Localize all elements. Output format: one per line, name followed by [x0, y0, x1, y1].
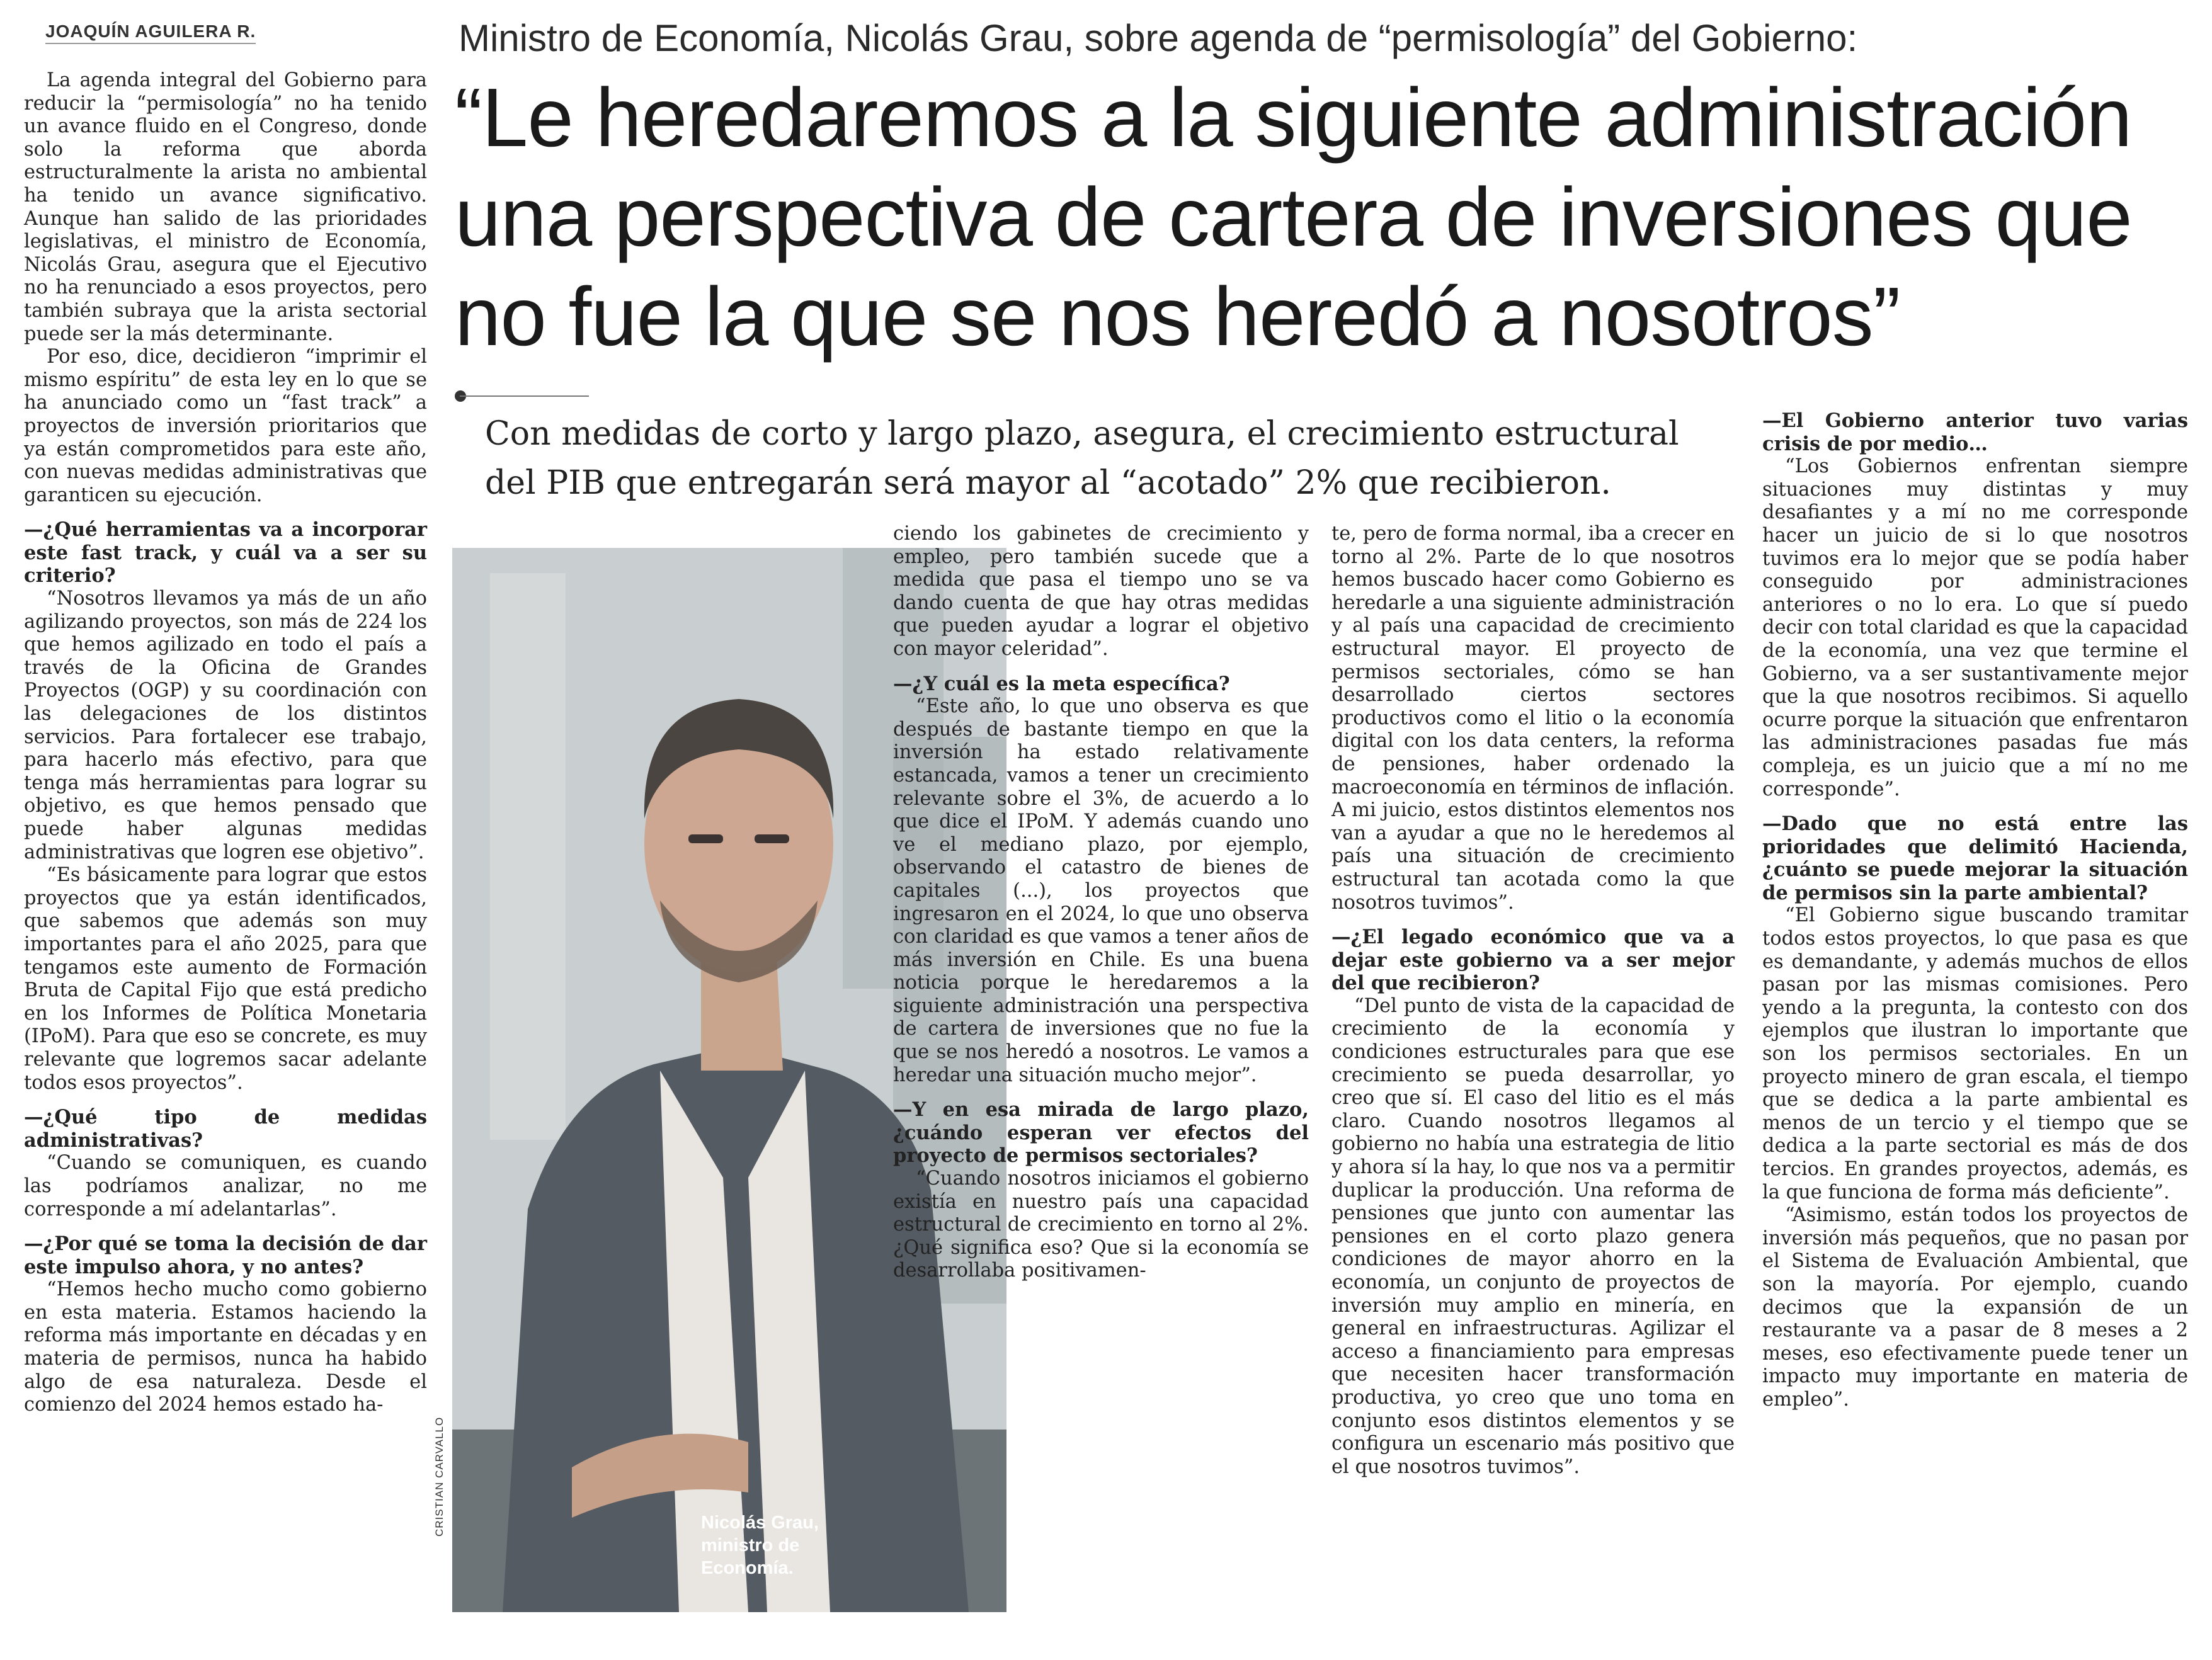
caption-line: Economía. — [701, 1558, 794, 1578]
interview-question: —El Gobierno anterior tuvo varias crisis de por medio… — [1762, 409, 2188, 455]
column-3 — [893, 523, 1309, 1283]
article-paragraph: La agenda integral del Gobierno para reducir la “permisología” no ha tenido un avance fluido en el Congreso, donde solo la reforma que aborda estructuralmente la arista no ambiental ha tenido un avance significativo. Aunque han salido de las prioridades legislativas, el ministro de Economía, Nicolás Grau, asegura que el Ejecutivo no ha renunciado a esos proyectos, pero también subraya que la arista sectorial puede ser la más determinante. — [24, 69, 427, 345]
subhead: Con medidas de corto y largo plazo, asegura, el crecimiento estructural del PIB que entregarán será mayor al “acotado” 2% que recibieron. — [485, 415, 1679, 502]
article-paragraph: “Cuando nosotros iniciamos el gobierno existía en nuestro país una capacidad estructural de crecimiento en torno al 2%. ¿Qué significa eso? Que si la economía se desarrollaba positivamen- — [893, 1168, 1309, 1282]
kicker: Ministro de Economía, Nicolás Grau, sobre agenda de “permisología” del Gobierno: — [459, 17, 1858, 59]
column-4 — [1331, 523, 1735, 1479]
interview-question: —¿Por qué se toma la decisión de dar este impulso ahora, y no antes? — [24, 1232, 427, 1278]
article-paragraph: “El Gobierno sigue buscando tramitar todos estos proyectos, lo que pasa es que es demandante, y además muchos de ellos pasan por las mismas comisiones. Pero yendo a la pregunta, la contesto con dos ejemplos que ilustran lo importante que son los permisos sectoriales. En un proyecto minero de gran escala, el tiempo que se dedica a la parte ambiental es menos de un tercio y el tiempo que se dedica a la parte sectorial es más de dos tercios. En grandes proyectos, además, es la que funciona de forma más deficiente”. — [1762, 904, 2188, 1203]
column-1 — [24, 69, 427, 1417]
caption-line: Nicolás Grau, — [701, 1513, 819, 1533]
article-paragraph: “Los Gobiernos enfrentan siempre situaciones muy distintas y muy desafiantes y a mí no me corresponde hacer un juicio de si lo que nosotros tuvimos era lo mejor que se podía haber conseguido por administraciones anteriores o no lo era. Lo que sí puedo decir con total claridad es que la capacidad de la economía, una vez que termine el Gobierno, va a ser sustantivamente mejor que la que nosotros recibimos. Si aquello ocurre porque la situación que enfrentaron las administraciones pasadas fue más compleja, es un juicio que a mí no me corresponde”. — [1762, 455, 2188, 800]
article-paragraph: ciendo los gabinetes de crecimiento y empleo, pero también sucede que a medida que pasa el tiempo uno se va dando cuenta de que hay otras medidas que pueden ayudar a lograr el objetivo con mayor celeridad”. — [893, 523, 1309, 660]
article-paragraph: te, pero de forma normal, iba a crecer en torno al 2%. Parte de lo que nosotros hemos buscado hacer como Gobierno es heredarle a una siguiente administración y al país una capacidad de crecimiento estructural mayor. El proyecto de permisos sectoriales, cómo se han desarrollado ciertos sectores productivos como el litio o la economía digital con los data centers, la reforma de pensiones, haber ordenado la macroeconomía en términos de inflación. A mi juicio, estos distintos elementos nos van a ayudar a que no le heredemos al país una situación de crecimiento estructural tan acotada como la que nosotros tuvimos”. — [1331, 523, 1735, 914]
caption-line: ministro de — [701, 1535, 800, 1555]
headline — [455, 68, 2193, 367]
article-paragraph: “Cuando se comuniquen, es cuando las podríamos analizar, no me corresponde a mí adelantarlas”. — [24, 1152, 427, 1220]
interview-question: —Dado que no está entre las prioridades que delimitó Hacienda, ¿cuánto se puede mejorar la situación de permisos sin la parte ambiental? — [1762, 812, 2188, 904]
interview-question: —¿El legado económico que va a dejar este gobierno va a ser mejor del que recibieron? — [1331, 926, 1735, 995]
article-paragraph: “Nosotros llevamos ya más de un año agilizando proyectos, son más de 224 los que hemos agilizado en todo el país a través de la Oficina de Grandes Proyectos (OGP) y su coordinación con las delegaciones de los distintos servicios. Para fortalecer ese trabajo, para hacerlo más efectivo, para que tenga más herramientas para lograr su objetivo, es que hemos pensado que puede haber algunas medidas administrativas que logren ese objetivo”. — [24, 588, 427, 863]
article-paragraph: “Este año, lo que uno observa es que después de bastante tiempo en que la inversión ha estado relativamente estancada, vamos a tener un crecimiento relevante sobre el 3%, de acuerdo a lo que dice el IPoM. Y además cuando uno ve el mediano plazo, por ejemplo, observando el catastro de bienes de capitales (...), los proyectos que ingresaron en el 2024, lo que uno observa con claridad es que vamos a tener años de más inversión en Chile. Es una buena noticia porque le heredaremos a la siguiente administración una perspectiva de cartera de inversiones que no fue la que se nos heredó a nosotros. Le vamos a heredar una situación mucho mejor”. — [893, 695, 1309, 1086]
interview-question: —¿Qué herramientas va a incorporar este fast track, y cuál va a ser su criterio? — [24, 518, 427, 588]
photo-credit: CRISTIAN CARVALLO — [433, 1416, 445, 1537]
headline-line: no fue la que se nos heredó a nosotros” — [455, 270, 1900, 363]
article-paragraph: “Es básicamente para lograr que estos proyectos que ya están identificados, que sabemos que además son muy importantes para el año 2025, para que tengamos este aumento de Formación Bruta de Capital Fijo que está predicho en los Informes de Política Monetaria (IPoM). Para que eso se concrete, es muy relevante que logremos sacar adelante todos esos proyectos”. — [24, 864, 427, 1094]
article-paragraph: “Asimismo, están todos los proyectos de inversión más pequeños, que no pasan por el Sistema de Evaluación Ambiental, que son la mayoría. Por ejemplo, cuando decimos que la expansión de un restaurante va a pasar de 8 meses a 2 meses, eso efectivamente puede tener un impacto muy importante en materia de empleo”. — [1762, 1204, 2188, 1411]
headline-line: una perspectiva de cartera de inversiones que — [455, 171, 2132, 263]
interview-question: —Y en esa mirada de largo plazo, ¿cuándo esperan ver efectos del proyecto de permisos sectoriales? — [893, 1098, 1309, 1168]
article-paragraph: “Hemos hecho mucho como gobierno en esta materia. Estamos haciendo la reforma más importante en décadas y en materia de permisos, nunca ha habido algo de esa naturaleza. Desde el comienzo del 2024 hemos estado ha- — [24, 1278, 427, 1416]
interview-question: —¿Qué tipo de medidas administrativas? — [24, 1106, 427, 1152]
byline: JOAQUÍN AGUILERA R. — [45, 21, 256, 44]
article-paragraph: Por eso, dice, decidieron “imprimir el mismo espíritu” de esta ley en lo que se ha anunciado como un “fast track” a proyectos de inversión prioritarios que ya están comprometidos para este año, con nuevas medidas administrativas que garanticen su ejecución. — [24, 346, 427, 506]
article-paragraph: “Del punto de vista de la capacidad de crecimiento de la economía y condiciones estructurales para que ese crecimiento se pueda desarrollar, yo creo que sí. El caso del litio es el más claro. Cuando nosotros llegamos al gobierno no había una estrategia de litio y ahora sí la hay, lo que nos va a permitir duplicar la producción. Una reforma de pensiones que junto con aumentar las pensiones en el corto plazo genera condiciones de mayor ahorro en la economía, un conjunto de proyectos de inversión muy amplio en minería, en general en infraestructuras. Agilizar el acceso a financiamiento para empresas que necesiten hacer transformación productiva, yo creo que uno toma en conjunto esos distintos elementos y se configura un escenario más positivo que el que nosotros tuvimos”. — [1331, 994, 1735, 1478]
column-5 — [1762, 409, 2188, 1412]
headline-line: “Le heredaremos a la siguiente administración — [455, 71, 2132, 164]
divider-rule — [460, 395, 589, 397]
interview-question: —¿Y cuál es la meta específica? — [893, 672, 1230, 695]
photo-caption — [701, 1511, 819, 1579]
